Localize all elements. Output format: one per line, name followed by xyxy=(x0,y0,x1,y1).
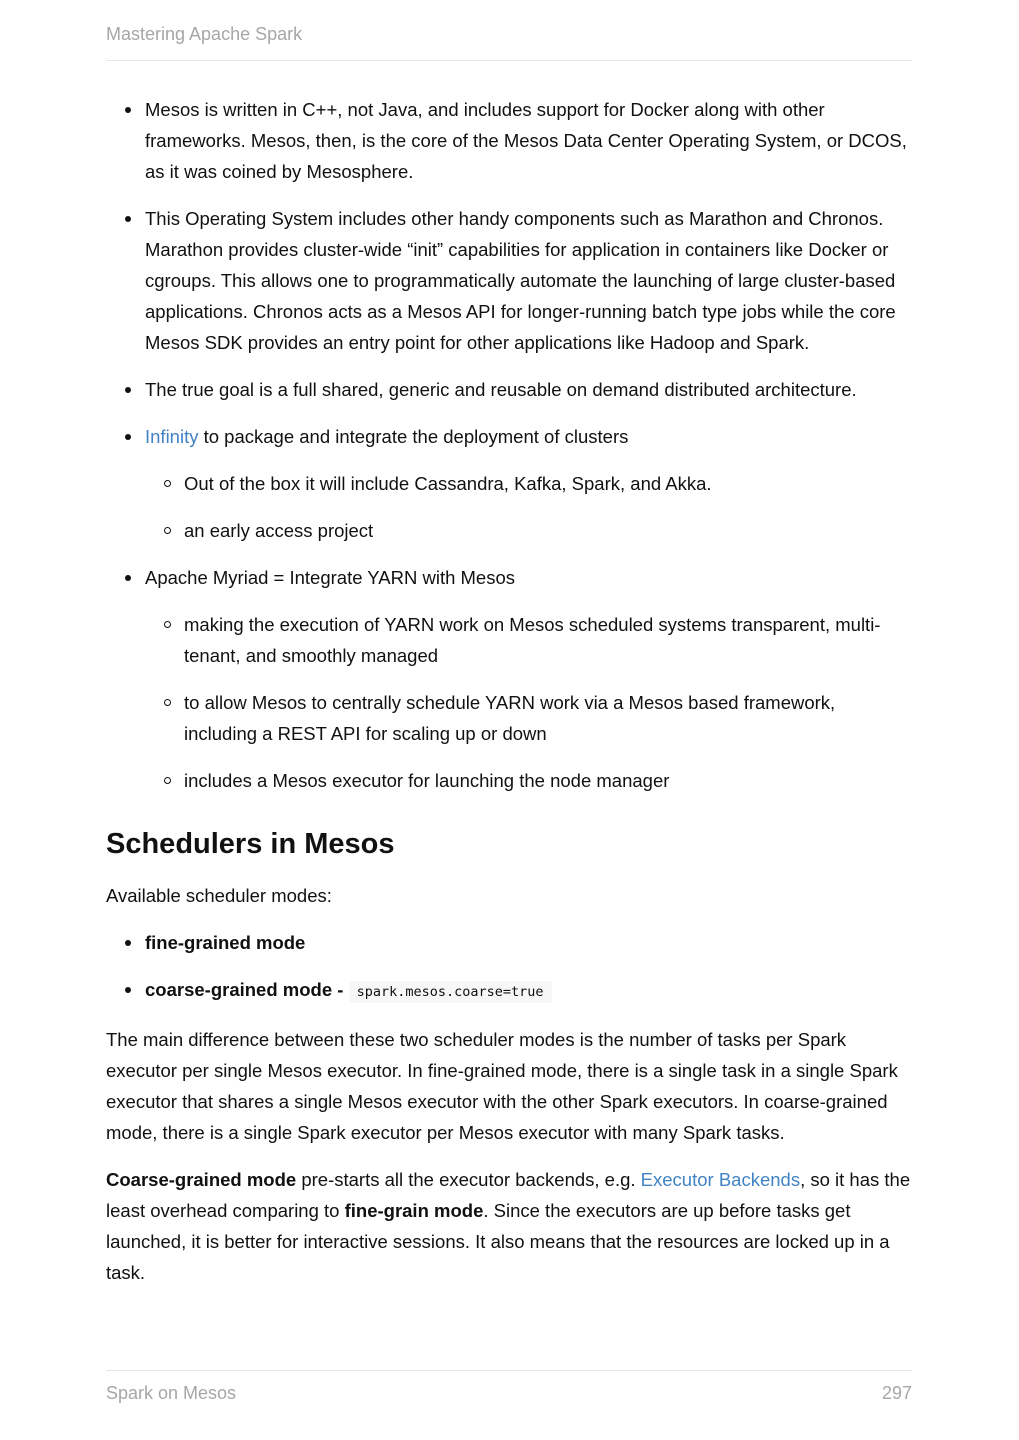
sub-bullet-list xyxy=(145,609,912,796)
page-content xyxy=(106,94,912,1304)
sub-bullet-list xyxy=(145,468,912,546)
section-heading: Schedulers in Mesos xyxy=(106,828,395,860)
intro-text: Available scheduler modes: xyxy=(106,885,332,906)
sub-list-item: an early access project xyxy=(145,515,912,546)
sub-list-item: making the execution of YARN work on Mesos scheduled systems transparent, multi-tenant, and smoothly managed xyxy=(145,609,912,671)
list-item: coarse-grained mode - spark.mesos.coarse=true xyxy=(106,974,912,1008)
bullet-list xyxy=(106,94,912,796)
paragraph: The main difference between these two scheduler modes is the number of tasks per Spark executor per single Mesos executor. In fine-grained mode, there is a single task in a single Spark executor that shares a single Mesos executor with the other Spark executors. In coarse-grained mode, there is a single Spark executor per Mesos executor with many Spark tasks. xyxy=(106,1029,898,1143)
footer-chapter: Spark on Mesos xyxy=(106,1383,237,1403)
list-item: Apache Myriad = Integrate YARN with Mesos making the execution of YARN work on Mesos scheduled systems transparent, multi-tenant, and smoothly managed to allow Mesos to centrally schedule YARN work via a Mesos based framework, including a REST API for scaling up or down includes a Mesos executor for launching the node manager xyxy=(106,562,912,796)
running-header-title: Mastering Apache Spark xyxy=(106,24,303,44)
sub-list-item: to allow Mesos to centrally schedule YARN work via a Mesos based framework, including a REST API for scaling up or down xyxy=(145,687,912,749)
list-item: fine-grained mode xyxy=(106,927,912,958)
sub-list-item: Out of the box it will include Cassandra, Kafka, Spark, and Akka. xyxy=(145,468,912,499)
executor-backends-link[interactable]: Executor Backends xyxy=(640,1169,801,1190)
footer-divider xyxy=(106,1370,912,1371)
list-item: This Operating System includes other handy components such as Marathon and Chronos. Marathon provides cluster-wide “init” capabilities for application in containers like Docker or cgroups. This allows one to programmatically automate the launching of large cluster-based applications. Chronos acts as a Mesos API for longer-running batch type jobs while the core Mesos SDK provides an entry point for other applications like Hadoop and Spark. xyxy=(106,203,912,358)
scheduler-modes-list xyxy=(106,927,912,1008)
list-item: Mesos is written in C++, not Java, and includes support for Docker along with other frameworks. Mesos, then, is the core of the Mesos Data Center Operating System, or DCOS, as it was coined by Mesosphere. xyxy=(106,94,912,187)
config-code: spark.mesos.coarse=true xyxy=(349,981,552,1003)
list-item: The true goal is a full shared, generic and reusable on demand distributed architecture. xyxy=(106,374,912,405)
infinity-link[interactable]: Infinity xyxy=(145,426,199,447)
header-divider xyxy=(106,60,912,61)
sub-list-item: includes a Mesos executor for launching the node manager xyxy=(145,765,912,796)
list-item: Infinity to package and integrate the deployment of clusters Out of the box it will include Cassandra, Kafka, Spark, and Akka. an early access project xyxy=(106,421,912,546)
paragraph: Coarse-grained mode pre-starts all the executor backends, e.g. Executor Backends, so it has the least overhead comparing to fine-grain mode. Since the executors are up before tasks get launched, it is better for interactive sessions. It also means that the resources are locked up in a task. xyxy=(106,1169,911,1283)
page-number: 297 xyxy=(881,1383,912,1403)
